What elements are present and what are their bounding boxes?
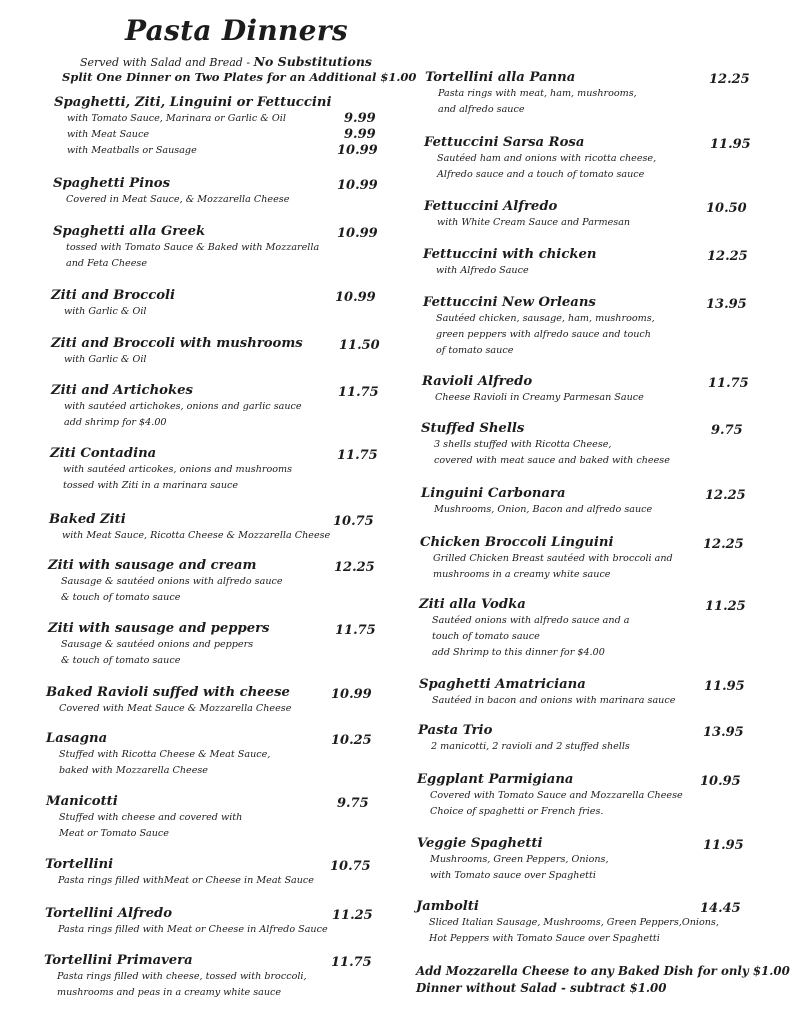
menu-item-price: 12.25 bbox=[705, 488, 746, 503]
no-substitutions: No Substitutions bbox=[253, 54, 372, 69]
menu-item-description: with Meat Sauce, Ricotta Cheese & Mozzarella Cheese bbox=[62, 530, 331, 541]
menu-item-name: Ravioli Alfredo bbox=[422, 374, 533, 389]
menu-item-description: Covered with Meat Sauce & Mozzarella Cheese bbox=[59, 703, 292, 714]
menu-item-name: Chicken Broccoli Linguini bbox=[420, 535, 614, 550]
menu-item-description: Covered with Tomato Sauce and Mozzarella Cheese bbox=[430, 790, 683, 801]
footer-mozzarella-note: Add Mozzarella Cheese to any Baked Dish for only $1.00 bbox=[416, 964, 790, 978]
menu-item-price: 12.25 bbox=[334, 560, 375, 575]
menu-item-name: Fettuccini with chicken bbox=[423, 247, 597, 262]
menu-item-name: Fettuccini Alfredo bbox=[424, 199, 558, 214]
menu-item-description: tossed with Tomato Sauce & Baked with Mozzarella bbox=[66, 242, 320, 253]
menu-item-price: 11.25 bbox=[705, 599, 746, 614]
menu-item-price: 11.25 bbox=[332, 908, 373, 923]
menu-item-price: 9.75 bbox=[711, 423, 743, 438]
menu-item-description: Stuffed with cheese and covered with bbox=[59, 812, 243, 823]
menu-item-price: 11.50 bbox=[339, 338, 380, 353]
menu-item-price: 11.75 bbox=[708, 376, 749, 391]
menu-item-name: Lasagna bbox=[46, 731, 108, 746]
menu-item-description: Sausage & sautéed onions with alfredo sauce bbox=[61, 576, 283, 587]
menu-item-description: Sausage & sautéed onions and peppers bbox=[61, 639, 254, 650]
menu-item-name: Tortellini Alfredo bbox=[45, 906, 173, 921]
menu-item-name: Manicotti bbox=[46, 794, 118, 809]
menu-item-price: 11.95 bbox=[703, 838, 744, 853]
menu-item-description: and alfredo sauce bbox=[438, 104, 525, 115]
menu-item-price: 12.25 bbox=[709, 72, 750, 87]
subtitle-served-text: Served with Salad and Bread - bbox=[80, 56, 254, 69]
menu-item-name: Spaghetti Amatriciana bbox=[419, 677, 586, 692]
menu-item-price: 11.95 bbox=[704, 679, 745, 694]
menu-item-description: covered with meat sauce and baked with cheese bbox=[434, 455, 670, 466]
menu-item-description: Sautéed onions with alfredo sauce and a bbox=[432, 615, 630, 626]
menu-item-description: Sautéed in bacon and onions with marinara sauce bbox=[432, 695, 676, 706]
menu-item-price: 11.75 bbox=[338, 385, 379, 400]
menu-option-row bbox=[54, 111, 384, 127]
menu-item-description: Pasta rings with meat, ham, mushrooms, bbox=[438, 88, 637, 99]
menu-item-description: green peppers with alfredo sauce and touch bbox=[436, 329, 651, 340]
menu-item-description: add shrimp for $4.00 bbox=[64, 417, 167, 428]
page-title: Pasta Dinners bbox=[125, 14, 348, 47]
menu-item-name: Tortellini Primavera bbox=[44, 953, 193, 968]
menu-item-price: 12.25 bbox=[707, 249, 748, 264]
menu-item-description: Mushrooms, Green Peppers, Onions, bbox=[430, 854, 609, 865]
menu-item-name: Ziti and Broccoli bbox=[51, 288, 176, 303]
menu-item-price: 10.95 bbox=[700, 774, 741, 789]
menu-item-description: Pasta rings filled with cheese, tossed with broccoli, bbox=[57, 971, 307, 982]
menu-item-description: Mushrooms, Onion, Bacon and alfredo sauce bbox=[434, 504, 653, 515]
menu-item-name: Ziti with sausage and peppers bbox=[48, 621, 270, 636]
menu-item-name: Ziti with sausage and cream bbox=[48, 558, 257, 573]
menu-item-description: Grilled Chicken Breast sautéed with broccoli and bbox=[433, 553, 673, 564]
menu-item-name: Ziti and Artichokes bbox=[51, 383, 193, 398]
menu-item-description: Pasta rings filled with Meat or Cheese in Alfredo Sauce bbox=[58, 924, 328, 935]
menu-item-name: Baked Ziti bbox=[49, 512, 126, 527]
menu-item-price: 10.99 bbox=[337, 226, 378, 241]
menu-item-name: Spaghetti Pinos bbox=[53, 176, 171, 191]
menu-item-description: Sliced Italian Sausage, Mushrooms, Green Peppers,Onions, bbox=[429, 917, 719, 928]
menu-item-price: 13.95 bbox=[706, 297, 747, 312]
menu-item-price: 10.99 bbox=[331, 687, 372, 702]
menu-item-price: 9.75 bbox=[337, 796, 369, 811]
menu-item-description: & touch of tomato sauce bbox=[61, 592, 181, 603]
menu-item-name: Spaghetti alla Greek bbox=[53, 224, 206, 239]
menu-item-price: 14.45 bbox=[700, 901, 741, 916]
menu-item-price: 11.75 bbox=[331, 955, 372, 970]
menu-item-description: with Garlic & Oil bbox=[64, 306, 147, 317]
menu-item-name: Jambolti bbox=[416, 899, 479, 914]
menu-item-name: Ziti Contadina bbox=[50, 446, 157, 461]
menu-item-name: Tortellini bbox=[45, 857, 114, 872]
menu-item-description: with White Cream Sauce and Parmesan bbox=[437, 217, 631, 228]
menu-item-description: and Feta Cheese bbox=[66, 258, 147, 269]
menu-item-description: tossed with Ziti in a marinara sauce bbox=[63, 480, 239, 491]
menu-item-name: Fettuccini New Orleans bbox=[423, 295, 596, 310]
menu-item-description: 2 manicotti, 2 ravioli and 2 stuffed shells bbox=[431, 741, 630, 752]
menu-item-name: Tortellini alla Panna bbox=[425, 70, 576, 85]
menu-option-row bbox=[54, 143, 384, 159]
menu-option-row bbox=[54, 127, 384, 143]
menu-item-description: Pasta rings filled withMeat or Cheese in Meat Sauce bbox=[58, 875, 314, 886]
menu-item-name: Veggie Spaghetti bbox=[417, 836, 543, 851]
menu-item-price: 10.50 bbox=[706, 201, 747, 216]
menu-item-description: Meat or Tomato Sauce bbox=[59, 828, 169, 839]
menu-item-description: with Alfredo Sauce bbox=[436, 265, 529, 276]
menu-item-description: & touch of tomato sauce bbox=[61, 655, 181, 666]
menu-item-description: mushrooms in a creamy white sauce bbox=[433, 569, 611, 580]
menu-item-description: mushrooms and peas in a creamy white sauce bbox=[57, 987, 282, 998]
menu-item-price: 12.25 bbox=[703, 537, 744, 552]
menu-item-name: Pasta Trio bbox=[418, 723, 493, 738]
menu-item-description: add Shrimp to this dinner for $4.00 bbox=[432, 647, 605, 658]
menu-item-price: 11.75 bbox=[335, 623, 376, 638]
menu-item-name: Ziti alla Vodka bbox=[419, 597, 526, 612]
menu-item-description: Covered in Meat Sauce, & Mozzarella Cheese bbox=[66, 194, 290, 205]
menu-item-price: 10.75 bbox=[333, 514, 374, 529]
menu-item-name: Stuffed Shells bbox=[421, 421, 525, 436]
menu-item-name: Ziti and Broccoli with mushrooms bbox=[51, 336, 303, 351]
menu-option-desc: with Tomato Sauce, Marinara or Garlic & Oil bbox=[67, 113, 286, 124]
menu-option-desc: with Meat Sauce bbox=[67, 129, 150, 140]
menu-item-description: 3 shells stuffed with Ricotta Cheese, bbox=[434, 439, 612, 450]
menu-item-price: 13.95 bbox=[703, 725, 744, 740]
menu-item-description: with Tomato sauce over Spaghetti bbox=[430, 870, 596, 881]
menu-item-name: Baked Ravioli suffed with cheese bbox=[46, 685, 290, 700]
menu-item-price: 10.99 bbox=[337, 178, 378, 193]
menu-item-description: of tomato sauce bbox=[436, 345, 514, 356]
subtitle-served bbox=[80, 54, 372, 69]
menu-item-spaghetti-ziti-linguini-fettuccini bbox=[54, 95, 384, 159]
menu-item-price: 10.25 bbox=[331, 733, 372, 748]
menu-item-description: with sautéed artichokes, onions and garlic sauce bbox=[64, 401, 302, 412]
menu-item-name: Fettuccini Sarsa Rosa bbox=[424, 135, 585, 150]
menu-item-name: Spaghetti, Ziti, Linguini or Fettuccini bbox=[54, 95, 332, 110]
menu-item-name: Eggplant Parmigiana bbox=[417, 772, 574, 787]
subtitle-split: Split One Dinner on Two Plates for an Additional $1.00 bbox=[62, 70, 417, 84]
menu-option-price: 9.99 bbox=[344, 111, 376, 126]
footer-no-salad-note: Dinner without Salad - subtract $1.00 bbox=[416, 981, 667, 995]
menu-item-price: 10.99 bbox=[335, 290, 376, 305]
menu-item-description: Choice of spaghetti or French fries. bbox=[430, 806, 604, 817]
menu-item-price: 10.75 bbox=[330, 859, 371, 874]
menu-footer bbox=[416, 963, 790, 997]
menu-item-price: 11.95 bbox=[710, 137, 751, 152]
menu-item-name: Linguini Carbonara bbox=[421, 486, 566, 501]
menu-item-description: Sautéed ham and onions with ricotta cheese, bbox=[437, 153, 657, 164]
menu-option-price: 10.99 bbox=[337, 143, 378, 158]
menu-item-description: Cheese Ravioli in Creamy Parmesan Sauce bbox=[435, 392, 644, 403]
menu-item-description: touch of tomato sauce bbox=[432, 631, 540, 642]
menu-item-description: Hot Peppers with Tomato Sauce over Spaghetti bbox=[429, 933, 660, 944]
menu-item-description: with Garlic & Oil bbox=[64, 354, 147, 365]
menu-item-price: 11.75 bbox=[337, 448, 378, 463]
menu-option-price: 9.99 bbox=[344, 127, 376, 142]
menu-item-description: Stuffed with Ricotta Cheese & Meat Sauce, bbox=[59, 749, 271, 760]
menu-item-description: with sautéed articokes, onions and mushrooms bbox=[63, 464, 293, 475]
menu-item-description: Sautéed chicken, sausage, ham, mushrooms, bbox=[436, 313, 655, 324]
menu-item-description: Alfredo sauce and a touch of tomato sauce bbox=[437, 169, 645, 180]
menu-option-desc: with Meatballs or Sausage bbox=[67, 145, 197, 156]
menu-item-description: baked with Mozzarella Cheese bbox=[59, 765, 208, 776]
